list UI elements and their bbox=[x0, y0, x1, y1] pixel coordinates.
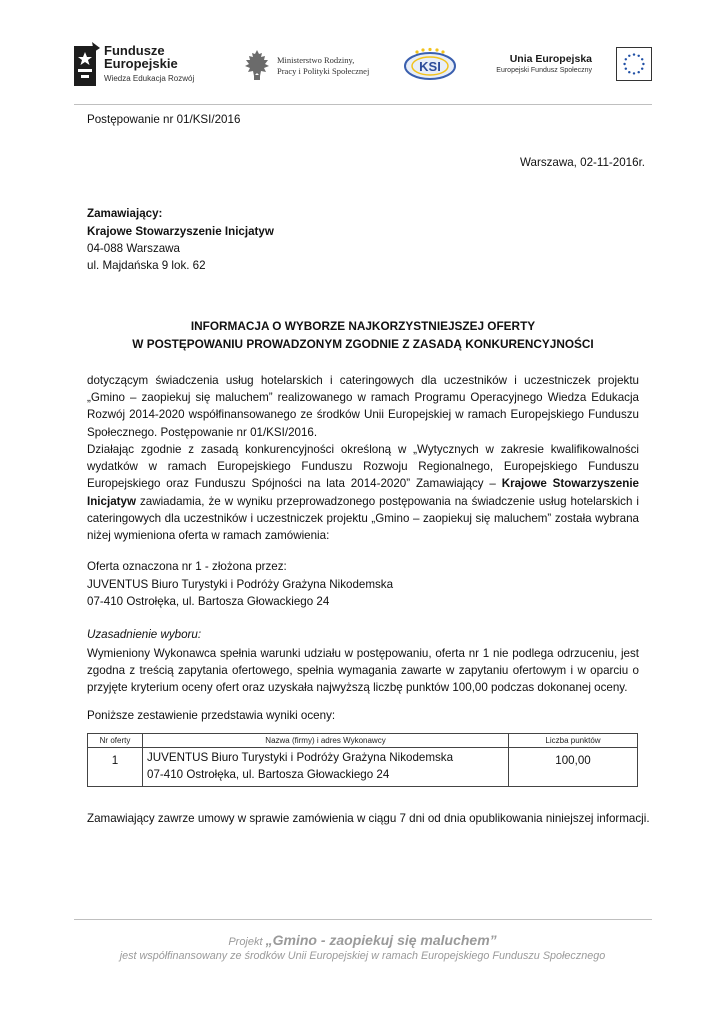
cell-contractor-address: 07-410 Ostrołęka, ul. Bartosza Głowackiego 24 bbox=[147, 768, 390, 781]
cell-contractor-name: JUVENTUS Biuro Turystyki i Podróży Grażyna Nikodemska bbox=[147, 751, 454, 764]
decision-paragraph bbox=[87, 441, 639, 544]
ksi-logo bbox=[403, 47, 457, 83]
table-row bbox=[88, 748, 638, 787]
offer-label: Oferta oznaczona nr 1 - złożona przez: bbox=[87, 560, 287, 573]
ministry-logo bbox=[243, 48, 383, 82]
eu-fund-name: Europejski Fundusz Społeczny bbox=[496, 67, 592, 74]
offer-contractor-address: 07-410 Ostrołęka, ul. Bartosza Głowackiego 24 bbox=[87, 595, 330, 608]
ministry-name-line2: Pracy i Polityki Społecznej bbox=[277, 66, 370, 76]
fundusze-europejskie-logo bbox=[74, 42, 214, 92]
header-offer-number: Nr oferty bbox=[88, 734, 143, 748]
intro-paragraph: dotyczącym świadczenia usług hotelarskich i cateringowych dla uczestników i uczestniczek projektu „Gmino – zaopiekuj się maluchem” realizowanego w ramach Programu Operacyjnego Wiedza Edukacja Rozwój 2014-2020 współfinansowanego ze środków Unii Europejskiej w ramach Europejskiego Funduszu Społecznego. Postępowanie nr 01/KSI/2016. bbox=[87, 374, 639, 439]
eu-flag-icon bbox=[616, 47, 652, 81]
footer-project-name: „Gmino - zaopiekuj się maluchem” bbox=[265, 932, 497, 948]
document-date: Warszawa, 02-11-2016r. bbox=[520, 156, 646, 169]
fe-title-line1: Fundusze bbox=[104, 43, 165, 58]
orderer-address-line1: 04-088 Warszawa bbox=[87, 242, 181, 255]
reason-text: Wymieniony Wykonawca spełnia warunki udziału w postępowaniu, oferta nr 1 nie podlega odrzuceniu, jest zgodna z treścią zapytania ofertowego, spełnia wymagania zawarte w zapytaniu ofertowym i w oparciu o przyjęte kryterium oceny ofert oraz uzyskała najwyższą liczbę punktów 100,00 podczas dokonanej oceny. bbox=[87, 647, 639, 695]
footer-cofinance-line: jest współfinansowany ze środków Unii Europejskiej w ramach Europejskiego Funduszu Społecznego bbox=[119, 950, 606, 962]
decision-paragraph-orderer: Krajowe Stowarzyszenie Inicjatyw bbox=[87, 477, 639, 508]
footer-divider bbox=[74, 919, 652, 920]
header-divider bbox=[74, 104, 652, 105]
ksi-logo-text: KSI bbox=[419, 59, 441, 74]
fe-star-logo-icon bbox=[74, 42, 100, 88]
results-table bbox=[87, 733, 638, 787]
cell-points: 100,00 bbox=[509, 748, 638, 787]
document-title-line1: INFORMACJA O WYBORZE NAJKORZYSTNIEJSZEJ OFERTY bbox=[190, 319, 536, 333]
header-points: Liczba punktów bbox=[509, 734, 638, 748]
decision-paragraph-part1: Działając zgodnie z zasadą konkurencyjności określoną w „Wytycznych w zakresie kwalifikowalności wydatków w ramach Europejskiego Funduszu Rozwoju Regionalnego, Europejskiego Funduszu Europejskiego oraz Funduszu Spójności na lata 2014-2020” Zamawiający – bbox=[87, 443, 639, 491]
procedure-reference: Postępowanie nr 01/KSI/2016 bbox=[87, 113, 241, 126]
offer-contractor-name: JUVENTUS Biuro Turystyki i Podróży Grażyna Nikodemska bbox=[87, 578, 394, 591]
orderer-label: Zamawiający: bbox=[87, 207, 163, 220]
polish-eagle-icon bbox=[243, 48, 271, 82]
results-intro: Poniższe zestawienie przedstawia wyniki oceny: bbox=[87, 709, 336, 722]
ministry-name-line1: Ministerstwo Rodziny, bbox=[277, 55, 355, 65]
document-title-line2: W POSTĘPOWANIU PROWADZONYM ZGODNIE Z ZASADĄ KONKURENCYJNOŚCI bbox=[132, 337, 594, 351]
footer-project-line bbox=[0, 932, 725, 948]
fe-title-line2: Europejskie bbox=[104, 56, 178, 71]
cell-contractor bbox=[143, 748, 509, 787]
closing-statement: Zamawiający zawrze umowy w sprawie zamówienia w ciągu 7 dni od dnia opublikowania niniejszej informacji. bbox=[87, 812, 650, 825]
table-header-row bbox=[88, 734, 638, 748]
eu-title: Unia Europejska bbox=[509, 53, 592, 65]
cell-offer-number: 1 bbox=[88, 748, 143, 787]
header-contractor: Nazwa (firmy) i adres Wykonawcy bbox=[143, 734, 509, 748]
reason-label: Uzasadnienie wyboru: bbox=[87, 628, 202, 641]
footer-project-prefix: Projekt bbox=[228, 936, 266, 948]
eu-logo bbox=[490, 47, 652, 83]
fe-program-name: Wiedza Edukacja Rozwój bbox=[104, 74, 195, 83]
orderer-name: Krajowe Stowarzyszenie Inicjatyw bbox=[87, 225, 274, 238]
orderer-address-line2: ul. Majdańska 9 lok. 62 bbox=[87, 259, 206, 272]
ksi-logo-icon bbox=[403, 47, 457, 83]
decision-paragraph-part2: zawiadamia, że w wyniku przeprowadzonego postępowania na świadczenie usług hotelarskich i cateringowych dla uczestników i uczestniczek projektu „Gmino – zaopiekuj się maluchem” została wybrana niżej wymieniona oferta w ramach zamówienia: bbox=[87, 494, 639, 543]
